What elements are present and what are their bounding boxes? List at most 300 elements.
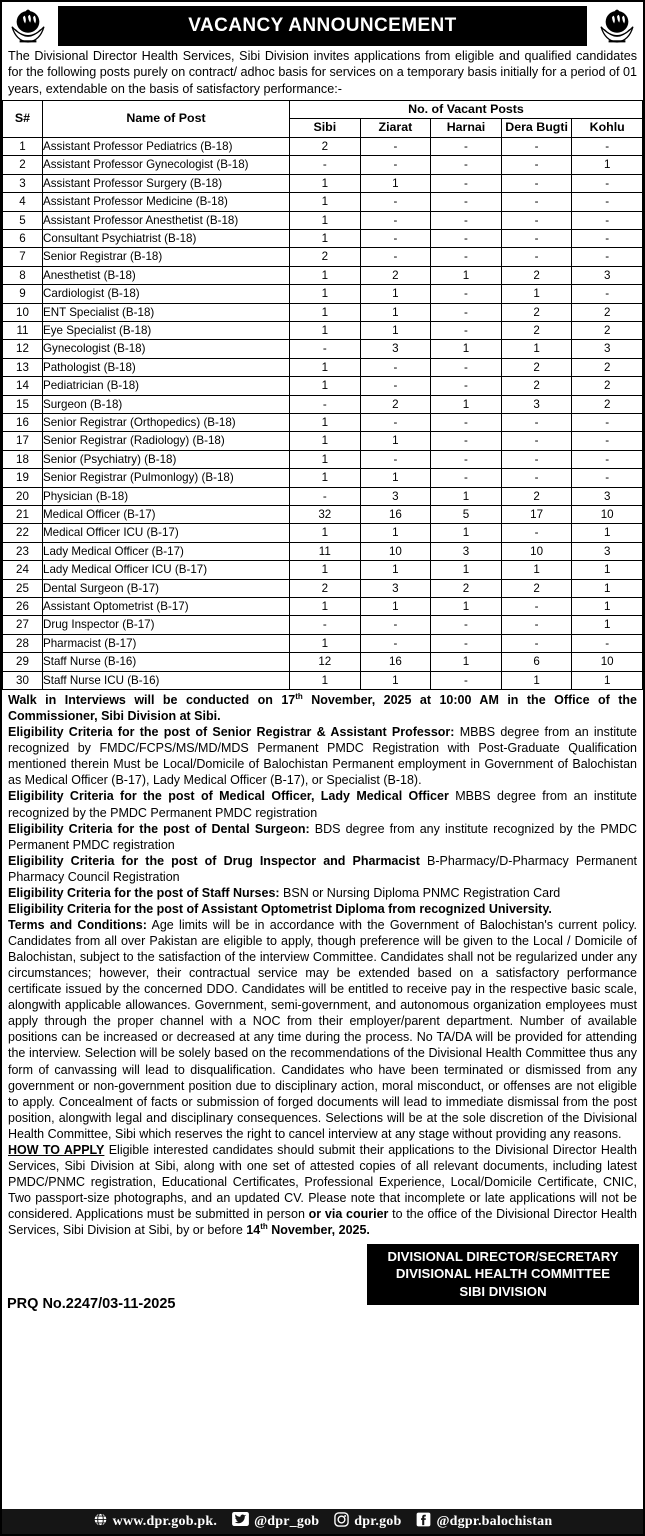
col-header-vacant-group: No. of Vacant Posts (290, 101, 643, 119)
twitter-icon (232, 1512, 249, 1531)
cell-serial: 2 (3, 156, 43, 174)
cell-sibi: 1 (290, 193, 361, 211)
globe-icon (93, 1512, 108, 1532)
col-header-post-name: Name of Post (43, 101, 290, 138)
cell-ziarat: 1 (360, 432, 431, 450)
how-to-apply (8, 1142, 637, 1238)
cell-sibi: 2 (290, 137, 361, 155)
cell-ziarat: - (360, 358, 431, 376)
cell-serial: 30 (3, 671, 43, 689)
walk-in-sup: th (295, 691, 303, 701)
cell-sibi: 1 (290, 450, 361, 468)
table-row (3, 653, 643, 671)
notice-text-section (2, 690, 643, 1238)
cell-kohlu: 1 (572, 561, 643, 579)
table-head (3, 101, 643, 138)
cell-ziarat: - (360, 450, 431, 468)
cell-kohlu: - (572, 211, 643, 229)
cell-harnai: 2 (431, 579, 502, 597)
table-row (3, 266, 643, 284)
cell-ziarat: - (360, 377, 431, 395)
cell-kohlu: 1 (572, 598, 643, 616)
cell-serial: 8 (3, 266, 43, 284)
social-link-globe[interactable] (93, 1512, 217, 1532)
cell-harnai: 1 (431, 524, 502, 542)
cell-ziarat: 1 (360, 285, 431, 303)
cell-harnai: - (431, 193, 502, 211)
cell-dera-bugti: - (501, 211, 572, 229)
cell-post-name: Cardiologist (B-18) (43, 285, 290, 303)
cell-serial: 16 (3, 413, 43, 431)
cell-post-name: Assistant Professor Anesthetist (B-18) (43, 211, 290, 229)
cell-post-name: Assistant Professor Pediatrics (B-18) (43, 137, 290, 155)
cell-serial: 11 (3, 321, 43, 339)
cell-dera-bugti: 2 (501, 579, 572, 597)
cell-sibi: 1 (290, 432, 361, 450)
cell-post-name: Lady Medical Officer ICU (B-17) (43, 561, 290, 579)
cell-sibi: - (290, 616, 361, 634)
cell-dera-bugti: 2 (501, 358, 572, 376)
cell-sibi: 1 (290, 266, 361, 284)
cell-serial: 24 (3, 561, 43, 579)
cell-kohlu: - (572, 634, 643, 652)
social-footer-bar (2, 1509, 643, 1534)
cell-post-name: Pathologist (B-18) (43, 358, 290, 376)
eligibility-item (8, 901, 637, 917)
cell-post-name: Staff Nurse (B-16) (43, 653, 290, 671)
cell-sibi: - (290, 395, 361, 413)
table-row (3, 303, 643, 321)
cell-serial: 21 (3, 506, 43, 524)
cell-dera-bugti: 2 (501, 303, 572, 321)
cell-ziarat: 2 (360, 395, 431, 413)
col-header-harnai: Harnai (431, 119, 502, 137)
table-row (3, 450, 643, 468)
terms-and-conditions (8, 917, 637, 1142)
table-row (3, 193, 643, 211)
cell-serial: 20 (3, 487, 43, 505)
cell-dera-bugti: 10 (501, 542, 572, 560)
cell-sibi: 2 (290, 248, 361, 266)
cell-post-name: Medical Officer ICU (B-17) (43, 524, 290, 542)
cell-harnai: - (431, 432, 502, 450)
cell-sibi: 1 (290, 377, 361, 395)
cell-kohlu: - (572, 174, 643, 192)
cell-harnai: - (431, 358, 502, 376)
cell-kohlu: 3 (572, 266, 643, 284)
cell-harnai: - (431, 137, 502, 155)
cell-dera-bugti: 2 (501, 377, 572, 395)
col-header-kohlu: Kohlu (572, 119, 643, 137)
table-row (3, 358, 643, 376)
eligibility-item (8, 885, 637, 901)
cell-kohlu: - (572, 285, 643, 303)
cell-post-name: Gynecologist (B-18) (43, 340, 290, 358)
cell-kohlu: - (572, 432, 643, 450)
cell-dera-bugti: - (501, 413, 572, 431)
cell-post-name: Assistant Optometrist (B-17) (43, 598, 290, 616)
walk-in-lead: Walk in Interviews will be conducted on 17 (8, 693, 296, 708)
cell-serial: 28 (3, 634, 43, 652)
eligibility-item (8, 821, 637, 853)
table-row (3, 413, 643, 431)
cell-post-name: Consultant Psychiatrist (B-18) (43, 229, 290, 247)
document-header (2, 2, 643, 48)
cell-ziarat: 16 (360, 653, 431, 671)
cell-post-name: Senior Registrar (Pulmonlogy) (B-18) (43, 469, 290, 487)
deadline-day: 14 (246, 1223, 261, 1238)
cell-sibi: 1 (290, 285, 361, 303)
cell-kohlu: 2 (572, 377, 643, 395)
table-row (3, 671, 643, 689)
signature-row (2, 1244, 643, 1314)
table-row (3, 321, 643, 339)
cell-serial: 10 (3, 303, 43, 321)
cell-serial: 9 (3, 285, 43, 303)
cell-harnai: - (431, 634, 502, 652)
cell-ziarat: 3 (360, 340, 431, 358)
cell-kohlu: 2 (572, 321, 643, 339)
cell-harnai: 5 (431, 506, 502, 524)
cell-harnai: - (431, 321, 502, 339)
eligibility-body: B-Pharmacy/D-Pharmacy Permanent Pharmacy Council Registration (8, 853, 637, 884)
table-row (3, 248, 643, 266)
cell-dera-bugti: - (501, 137, 572, 155)
cell-post-name: ENT Specialist (B-18) (43, 303, 290, 321)
cell-post-name: Medical Officer (B-17) (43, 506, 290, 524)
cell-serial: 4 (3, 193, 43, 211)
cell-ziarat: - (360, 616, 431, 634)
cell-harnai: - (431, 211, 502, 229)
cell-serial: 29 (3, 653, 43, 671)
cell-sibi: 1 (290, 671, 361, 689)
cell-sibi: 11 (290, 542, 361, 560)
cell-kohlu: 1 (572, 616, 643, 634)
cell-post-name: Senior Registrar (Orthopedics) (B-18) (43, 413, 290, 431)
cell-sibi: 1 (290, 211, 361, 229)
cell-kohlu: 1 (572, 524, 643, 542)
social-label: dpr.gob (354, 1513, 402, 1529)
social-label: www.dpr.gob.pk. (112, 1513, 218, 1529)
cell-ziarat: 2 (360, 266, 431, 284)
eligibility-list (8, 724, 637, 917)
cell-ziarat: 3 (360, 579, 431, 597)
cell-post-name: Anesthetist (B-18) (43, 266, 290, 284)
how-to-apply-part1: Eligible interested candidates should submit their applications to the Divisional Director Health Services, Sibi Division at Sibi, along with one set of attested copies of all relevant documents, including latest PMDC/PNMC registration, Educational Certificates, Professional Experience, Local/Domicile Certificate, CNIC, Two passport-size photographs, and an updated CV. Please note that incomplete or late applications will not be considered. Applications must be submitted in person (8, 1142, 637, 1222)
cell-kohlu: 3 (572, 340, 643, 358)
eligibility-heading: Eligibility Criteria for the post of Dental Surgeon: (8, 821, 310, 836)
cell-kohlu: - (572, 193, 643, 211)
cell-serial: 13 (3, 358, 43, 376)
cell-post-name: Surgeon (B-18) (43, 395, 290, 413)
cell-kohlu: 3 (572, 542, 643, 560)
table-row (3, 579, 643, 597)
table-row (3, 174, 643, 192)
cell-sibi: 1 (290, 229, 361, 247)
cell-dera-bugti: 6 (501, 653, 572, 671)
cell-harnai: - (431, 156, 502, 174)
cell-serial: 3 (3, 174, 43, 192)
cell-post-name: Physician (B-18) (43, 487, 290, 505)
cell-ziarat: 1 (360, 671, 431, 689)
cell-sibi: 1 (290, 469, 361, 487)
cell-ziarat: - (360, 211, 431, 229)
cell-serial: 18 (3, 450, 43, 468)
cell-dera-bugti: - (501, 229, 572, 247)
table-row (3, 211, 643, 229)
instagram-icon (334, 1512, 349, 1532)
cell-dera-bugti: - (501, 634, 572, 652)
cell-harnai: - (431, 303, 502, 321)
cell-ziarat: - (360, 634, 431, 652)
social-label: @dpr_gob (254, 1513, 320, 1529)
cell-harnai: - (431, 248, 502, 266)
cell-post-name: Pharmacist (B-17) (43, 634, 290, 652)
col-header-serial: S# (3, 101, 43, 138)
cell-sibi: - (290, 156, 361, 174)
eligibility-item (8, 788, 637, 820)
cell-harnai: 1 (431, 395, 502, 413)
cell-sibi: 2 (290, 579, 361, 597)
cell-serial: 25 (3, 579, 43, 597)
table-row (3, 469, 643, 487)
table-body (3, 137, 643, 689)
cell-serial: 14 (3, 377, 43, 395)
table-header-row-1 (3, 101, 643, 119)
table-row (3, 634, 643, 652)
deadline-sup: th (260, 1221, 268, 1231)
cell-harnai: - (431, 450, 502, 468)
eligibility-heading: Eligibility Criteria for the post of Assistant Optometrist Diploma from recognized University. (8, 901, 552, 916)
terms-heading: Terms and Conditions: (8, 917, 147, 932)
cell-kohlu: 10 (572, 506, 643, 524)
table-row (3, 340, 643, 358)
cell-dera-bugti: - (501, 616, 572, 634)
cell-ziarat: - (360, 413, 431, 431)
table-row (3, 524, 643, 542)
table-row (3, 229, 643, 247)
cell-post-name: Senior (Psychiatry) (B-18) (43, 450, 290, 468)
cell-dera-bugti: - (501, 598, 572, 616)
cell-post-name: Pediatrician (B-18) (43, 377, 290, 395)
prq-number: PRQ No.2247/03-11-2025 (7, 1296, 176, 1313)
cell-sibi: 1 (290, 524, 361, 542)
cell-harnai: - (431, 174, 502, 192)
cell-harnai: 1 (431, 266, 502, 284)
cell-ziarat: 16 (360, 506, 431, 524)
cell-serial: 7 (3, 248, 43, 266)
cell-post-name: Assistant Professor Gynecologist (B-18) (43, 156, 290, 174)
cell-post-name: Assistant Professor Surgery (B-18) (43, 174, 290, 192)
cell-ziarat: - (360, 248, 431, 266)
col-header-sibi: Sibi (290, 119, 361, 137)
table-row (3, 561, 643, 579)
signature-block (367, 1244, 639, 1304)
cell-kohlu: - (572, 229, 643, 247)
cell-ziarat: - (360, 193, 431, 211)
cell-sibi: 1 (290, 174, 361, 192)
cell-kohlu: 1 (572, 156, 643, 174)
social-link-facebook[interactable] (416, 1512, 552, 1532)
eligibility-heading: Eligibility Criteria for the post of Senior Registrar & Assistant Professor: (8, 725, 455, 740)
cell-kohlu: 3 (572, 487, 643, 505)
col-header-dera-bugti: Dera Bugti (501, 119, 572, 137)
table-row (3, 506, 643, 524)
cell-ziarat: 1 (360, 174, 431, 192)
table-row (3, 137, 643, 155)
cell-serial: 23 (3, 542, 43, 560)
table-row (3, 598, 643, 616)
deadline-month-year: November, 2025. (267, 1223, 370, 1238)
cell-serial: 12 (3, 340, 43, 358)
cell-ziarat: 1 (360, 561, 431, 579)
how-to-apply-courier: or via courier (308, 1207, 389, 1222)
cell-serial: 15 (3, 395, 43, 413)
cell-sibi: 1 (290, 321, 361, 339)
cell-post-name: Staff Nurse ICU (B-16) (43, 671, 290, 689)
facebook-icon (416, 1512, 431, 1532)
how-to-apply-heading: HOW TO APPLY (8, 1142, 105, 1157)
walk-in-interview-note (8, 692, 637, 724)
cell-ziarat: - (360, 137, 431, 155)
cell-ziarat: 3 (360, 487, 431, 505)
cell-sibi: 12 (290, 653, 361, 671)
signature-line-2: DIVISIONAL HEALTH COMMITTEE (395, 1266, 611, 1282)
table-row (3, 395, 643, 413)
cell-ziarat: 1 (360, 321, 431, 339)
eligibility-item (8, 853, 637, 885)
cell-post-name: Senior Registrar (B-18) (43, 248, 290, 266)
cell-dera-bugti: - (501, 469, 572, 487)
cell-dera-bugti: 3 (501, 395, 572, 413)
cell-post-name: Assistant Professor Medicine (B-18) (43, 193, 290, 211)
intro-paragraph: The Divisional Director Health Services, Sibi Division invites applications from eligible and qualified candidates for the following posts purely on contract/ adhoc basis for services on a temporary basis initially for a period of 01 years, extendable on the basis of satisfactory performance:- (8, 49, 637, 96)
cell-ziarat: 1 (360, 469, 431, 487)
cell-harnai: - (431, 671, 502, 689)
cell-kohlu: 1 (572, 579, 643, 597)
table-row (3, 432, 643, 450)
table-row (3, 377, 643, 395)
terms-body: Age limits will be in accordance with the Government of Balochistan's current policy. Candidates from all over Pakistan are eligible to apply, though preference will be given to the Local / Domicile of Balochistan, subject to the satisfaction of the interview Committee. Candidates shall not be regularized under any circumstances; however, their contractual service may be extended based on a satisfactory performance certificate issued by the concerned DDO. Candidates will be entitled to receive pay in the respective basic scale, alongwith applicable allowances. Government, semi-government, and autonomous organization employees must apply through the proper channel with a NOC from their employer/parent department. Number of available positions can be increased or decreased at any time during the process. No TA/DA will be provided for attending the interview. Selection will be solely based on the recommendations of the Divisional Health Committee thus any form of canvassing will lead to disqualification. Candidates who have been terminated or dismissed from any government or non-government position due to disciplinary action, moral misconduct, or offenses are not eligible to apply. Concealment of facts or submission of forged documents will lead to immediate dismissal from the post position, alongwith legal and disciplinary consequences. Selections will be at the sole discretion of the Divisional Health Committee, Sibi which reserves the right to cancel interview at any stage without providing any reasons. (8, 917, 638, 1141)
table-row (3, 285, 643, 303)
cell-dera-bugti: 2 (501, 487, 572, 505)
walk-in-rest: November, 2025 at 10:00 AM in the Office of the Commissioner, Sibi Division at Sibi. (8, 693, 637, 724)
cell-dera-bugti: 2 (501, 321, 572, 339)
cell-dera-bugti: 2 (501, 266, 572, 284)
cell-kohlu: - (572, 248, 643, 266)
cell-harnai: - (431, 377, 502, 395)
eligibility-body: BDS degree from any institute recognized by the PMDC Permanent PMDC registration (8, 821, 638, 852)
cell-kohlu: - (572, 469, 643, 487)
how-to-apply-part2: to the office of the Divisional Director Health Services, Sibi Division at Sibi, by or before (8, 1207, 638, 1238)
cell-kohlu: 1 (572, 671, 643, 689)
cell-dera-bugti: 1 (501, 340, 572, 358)
social-link-instagram[interactable] (334, 1512, 401, 1532)
cell-harnai: 1 (431, 487, 502, 505)
cell-dera-bugti: 1 (501, 671, 572, 689)
cell-dera-bugti: - (501, 524, 572, 542)
cell-dera-bugti: 17 (501, 506, 572, 524)
cell-dera-bugti: - (501, 193, 572, 211)
page-title: VACANCY ANNOUNCEMENT (58, 6, 587, 46)
cell-dera-bugti: - (501, 174, 572, 192)
cell-sibi: 1 (290, 358, 361, 376)
cell-harnai: - (431, 229, 502, 247)
cell-serial: 26 (3, 598, 43, 616)
cell-ziarat: - (360, 229, 431, 247)
cell-post-name: Lady Medical Officer (B-17) (43, 542, 290, 560)
cell-sibi: - (290, 487, 361, 505)
cell-serial: 19 (3, 469, 43, 487)
signature-line-3: SIBI DIVISION (459, 1283, 547, 1299)
balochistan-govt-emblem-right (595, 5, 639, 47)
cell-serial: 17 (3, 432, 43, 450)
table-row (3, 487, 643, 505)
table-row (3, 616, 643, 634)
cell-ziarat: 1 (360, 598, 431, 616)
cell-dera-bugti: - (501, 248, 572, 266)
cell-serial: 1 (3, 137, 43, 155)
cell-sibi: 32 (290, 506, 361, 524)
vacancy-table (2, 100, 643, 690)
cell-sibi: 1 (290, 634, 361, 652)
cell-serial: 27 (3, 616, 43, 634)
cell-harnai: 1 (431, 340, 502, 358)
cell-ziarat: 1 (360, 524, 431, 542)
eligibility-item (8, 724, 637, 788)
cell-sibi: 1 (290, 598, 361, 616)
cell-serial: 6 (3, 229, 43, 247)
col-header-ziarat: Ziarat (360, 119, 431, 137)
cell-sibi: - (290, 340, 361, 358)
cell-harnai: 1 (431, 653, 502, 671)
cell-harnai: - (431, 285, 502, 303)
cell-dera-bugti: - (501, 450, 572, 468)
eligibility-heading: Eligibility Criteria for the post of Drug Inspector and Pharmacist (8, 853, 420, 868)
cell-harnai: 3 (431, 542, 502, 560)
eligibility-body: BSN or Nursing Diploma PNMC Registration Card (279, 885, 561, 900)
cell-harnai: - (431, 413, 502, 431)
eligibility-body: MBBS degree from an institute recognized by the PMDC Permanent PMDC registration (8, 789, 637, 820)
cell-kohlu: 2 (572, 358, 643, 376)
cell-ziarat: 1 (360, 303, 431, 321)
eligibility-body: MBBS degree from an institute recognized by FMDC/FCPS/MS/MD/MDS Permanent PMDC Registration with Post-Graduate Qualification mentioned therein Must be Local/Domicile of Balochistan Permanent employment in Government of Balochistan as Medical Officer (B-17), Lady Medical Officer (B-17), or Specialist (B-18). (8, 725, 637, 788)
cell-harnai: 1 (431, 561, 502, 579)
cell-dera-bugti: - (501, 432, 572, 450)
cell-post-name: Dental Surgeon (B-17) (43, 579, 290, 597)
signature-line-1: DIVISIONAL DIRECTOR/SECRETARY (387, 1249, 619, 1265)
eligibility-heading: Eligibility Criteria for the post of Medical Officer, Lady Medical Officer (8, 789, 449, 804)
cell-harnai: - (431, 616, 502, 634)
cell-kohlu: - (572, 137, 643, 155)
social-link-twitter[interactable] (232, 1512, 319, 1531)
cell-kohlu: 10 (572, 653, 643, 671)
cell-sibi: 1 (290, 561, 361, 579)
cell-harnai: - (431, 469, 502, 487)
cell-serial: 22 (3, 524, 43, 542)
table-row (3, 542, 643, 560)
cell-dera-bugti: 1 (501, 285, 572, 303)
cell-sibi: 1 (290, 303, 361, 321)
cell-harnai: 1 (431, 598, 502, 616)
cell-sibi: 1 (290, 413, 361, 431)
cell-kohlu: 2 (572, 303, 643, 321)
cell-kohlu: - (572, 413, 643, 431)
balochistan-govt-emblem-left (6, 5, 50, 47)
cell-dera-bugti: 1 (501, 561, 572, 579)
cell-post-name: Eye Specialist (B-18) (43, 321, 290, 339)
cell-ziarat: 10 (360, 542, 431, 560)
